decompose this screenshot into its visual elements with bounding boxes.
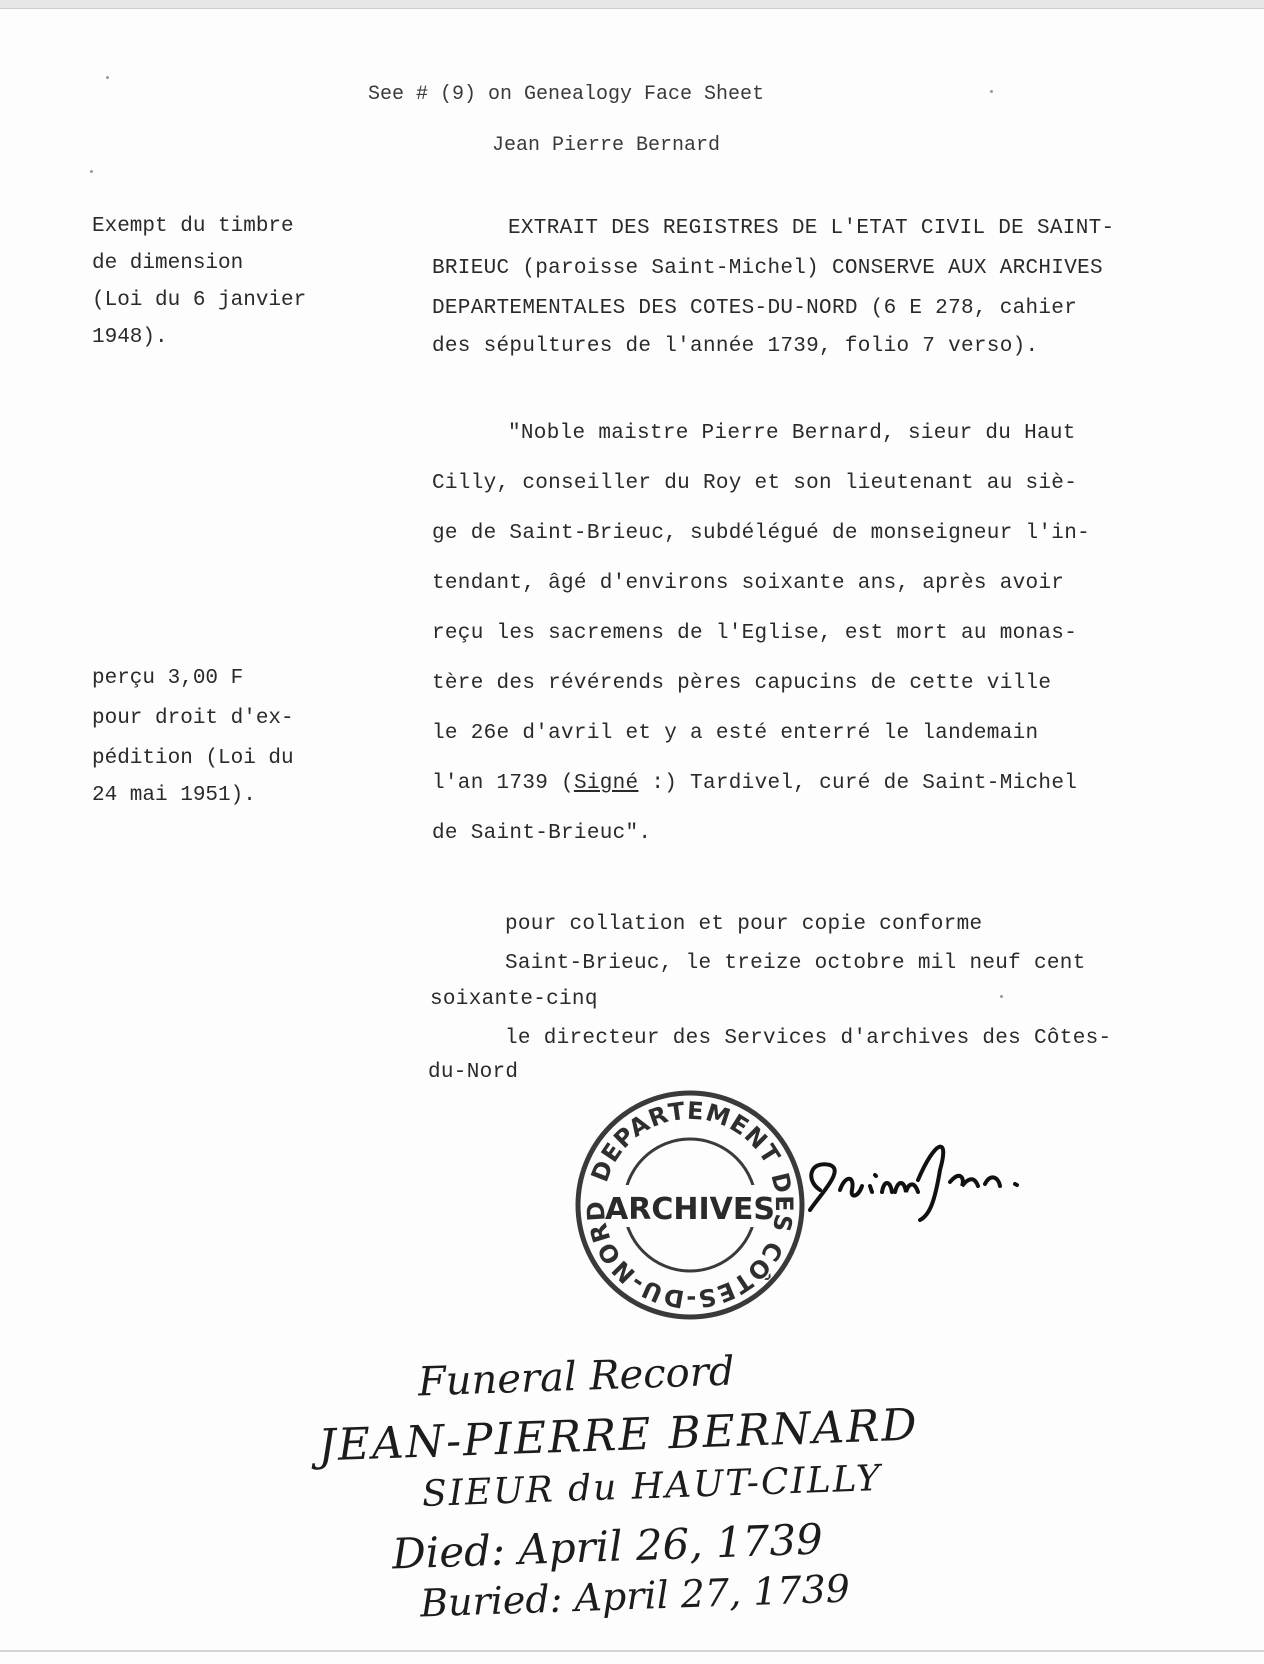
exemption-line: Exempt du timbre bbox=[92, 215, 294, 238]
signed-suffix: :) Tardivel, curé de Saint-Michel bbox=[638, 772, 1078, 795]
certification-line: le directeur des Services d'archives des Côtes- bbox=[505, 1027, 1112, 1050]
exemption-line: (Loi du 6 janvier bbox=[92, 289, 307, 312]
scan-top-edge bbox=[0, 0, 1264, 9]
archives-stamp bbox=[570, 1085, 810, 1325]
record-line: de Saint-Brieuc". bbox=[432, 822, 652, 845]
scan-speck bbox=[106, 76, 109, 79]
handwritten-name: JEAN-PIERRE BERNARD bbox=[317, 1399, 920, 1472]
fee-line: pédition (Loi du bbox=[92, 747, 294, 770]
handwritten-buried: Buried: April 27, 1739 bbox=[419, 1566, 851, 1626]
certification-line: soixante-cinq bbox=[430, 988, 598, 1011]
extract-heading-line: des sépultures de l'année 1739, folio 7 verso). bbox=[432, 335, 1039, 358]
fee-line: 24 mai 1951). bbox=[92, 784, 256, 807]
record-signed-line bbox=[432, 771, 1077, 797]
extract-heading-line: DEPARTEMENTALES DES COTES-DU-NORD (6 E 278, cahier bbox=[432, 297, 1078, 320]
extract-heading-line: EXTRAIT DES REGISTRES DE L'ETAT CIVIL DE SAINT- bbox=[508, 217, 1115, 240]
record-line: tendant, âgé d'environs soixante ans, après avoir bbox=[432, 572, 1065, 595]
certification-line: Saint-Brieuc, le treize octobre mil neuf cent bbox=[505, 952, 1086, 975]
person-name-header: Jean Pierre Bernard bbox=[492, 134, 721, 157]
record-line: le 26e d'avril et y a esté enterré le landemain bbox=[432, 722, 1039, 745]
handwritten-title: Funeral Record bbox=[417, 1348, 736, 1406]
exemption-line: 1948). bbox=[92, 326, 168, 349]
svg-text:DEPARTEMENT DES CÔTES-DU-NORD: DEPARTEMENT DES CÔTES-DU-NORD bbox=[581, 1096, 799, 1314]
signed-prefix: l'an 1739 ( bbox=[432, 772, 574, 795]
scan-bottom-edge bbox=[0, 1650, 1264, 1652]
fee-line: pour droit d'ex- bbox=[92, 707, 294, 730]
fee-line: perçu 3,00 F bbox=[92, 667, 244, 690]
record-line: tère des révérends pères capucins de cette ville bbox=[432, 672, 1052, 695]
certification-line: du-Nord bbox=[428, 1061, 519, 1084]
record-line: Cilly, conseiller du Roy et son lieutenant au siè- bbox=[432, 472, 1078, 495]
record-line: reçu les sacremens de l'Eglise, est mort au monas- bbox=[432, 622, 1078, 645]
exemption-line: de dimension bbox=[92, 252, 244, 275]
signed-word: Signé bbox=[573, 772, 639, 795]
scan-speck bbox=[90, 170, 93, 173]
record-line: ge de Saint-Brieuc, subdélégué de monseigneur l'in- bbox=[432, 522, 1091, 545]
certification-line: pour collation et pour copie conforme bbox=[505, 913, 983, 936]
handwritten-title-line: SIEUR du HAUT-CILLY bbox=[421, 1457, 883, 1516]
svg-text:ARCHIVES: ARCHIVES bbox=[605, 1192, 775, 1227]
scan-speck bbox=[990, 90, 993, 93]
scan-speck bbox=[1000, 995, 1003, 998]
record-line: "Noble maistre Pierre Bernard, sieur du Haut bbox=[508, 422, 1076, 445]
director-signature bbox=[800, 1120, 1030, 1230]
handwritten-died: Died: April 26, 1739 bbox=[391, 1514, 824, 1579]
genealogy-reference: See # (9) on Genealogy Face Sheet bbox=[368, 83, 765, 106]
extract-heading-line: BRIEUC (paroisse Saint-Michel) CONSERVE AUX ARCHIVES bbox=[432, 257, 1103, 280]
